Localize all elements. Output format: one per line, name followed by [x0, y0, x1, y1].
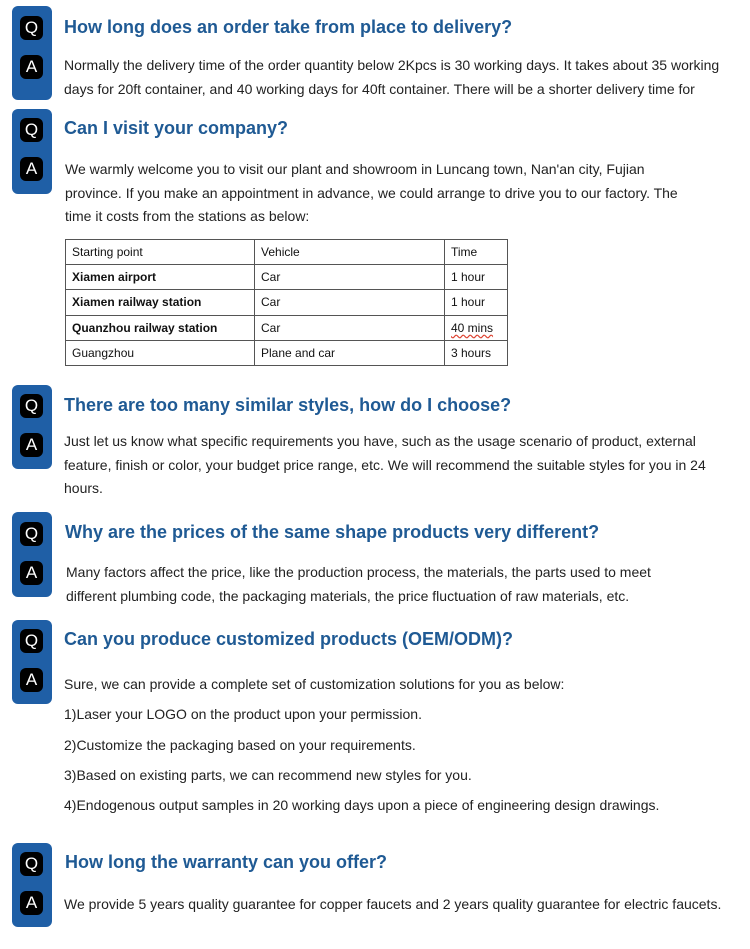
- table-cell: Car: [255, 265, 445, 290]
- table-cell: Guangzhou: [66, 340, 255, 365]
- qa-bar: [12, 6, 52, 100]
- table-cell: Xiamen airport: [66, 265, 255, 290]
- table-cell: Quanzhou railway station: [66, 315, 255, 340]
- answer-badge: A: [20, 561, 43, 585]
- list-item: 2)Customize the packaging based on your requirements.: [64, 737, 416, 753]
- travel-time-table: [65, 239, 508, 366]
- table-row: [66, 290, 508, 315]
- table-cell: 3 hours: [445, 340, 508, 365]
- answer-badge: A: [20, 891, 43, 915]
- table-cell: 40 mins: [451, 320, 494, 335]
- table-cell: Car: [255, 315, 445, 340]
- qa-bar: [12, 385, 52, 469]
- faq-question: Can you produce customized products (OEM/ODM)?: [64, 629, 514, 649]
- table-header-row: [66, 240, 508, 265]
- answer-badge: A: [20, 55, 43, 79]
- table-row: [66, 340, 508, 365]
- question-badge: Q: [20, 16, 43, 40]
- faq-question: There are too many similar styles, how do I choose?: [64, 395, 512, 415]
- question-badge: Q: [20, 629, 43, 653]
- faq-answer: We warmly welcome you to visit our plant and showroom in Luncang town, Nan'an city, Fujian province. If you make an appointment in advance, we could arrange to drive you to our factory. The time it costs from the stations as below:: [65, 161, 678, 224]
- qa-bar: [12, 843, 52, 927]
- table-row: [66, 265, 508, 290]
- table-header-cell: Time: [445, 240, 508, 265]
- table-header-cell: Vehicle: [255, 240, 445, 265]
- question-badge: Q: [20, 522, 43, 546]
- table-cell: 1 hour: [445, 290, 508, 315]
- faq-question: Why are the prices of the same shape products very different?: [65, 522, 600, 542]
- table-row: [66, 315, 508, 340]
- faq-question: How long the warranty can you offer?: [65, 852, 388, 872]
- faq-answer: Just let us know what specific requirements you have, such as the usage scenario of product, external feature, finish or color, your budget price range, etc. We will recommend the suitable styles for you in 24 hours.: [64, 433, 706, 496]
- question-badge: Q: [20, 394, 43, 418]
- qa-bar: [12, 512, 52, 597]
- list-item: 3)Based on existing parts, we can recommend new styles for you.: [64, 767, 472, 783]
- answer-badge: A: [20, 157, 43, 181]
- table-cell: Car: [255, 290, 445, 315]
- list-item: 1)Laser your LOGO on the product upon your permission.: [64, 706, 422, 722]
- table-cell: Xiamen railway station: [66, 290, 255, 315]
- faq-answer: Many factors affect the price, like the production process, the materials, the parts used to meet different plumbing code, the packaging materials, the price fluctuation of raw materials, etc.: [66, 564, 651, 604]
- list-item: 4)Endogenous output samples in 20 working days upon a piece of engineering design drawings.: [64, 797, 660, 813]
- faq-question: Can I visit your company?: [64, 118, 289, 138]
- qa-bar: [12, 109, 52, 194]
- answer-badge: A: [20, 433, 43, 457]
- faq-question: How long does an order take from place to delivery?: [64, 17, 513, 37]
- table-header-cell: Starting point: [66, 240, 255, 265]
- table-cell: Plane and car: [255, 340, 445, 365]
- table-cell: 1 hour: [445, 265, 508, 290]
- faq-answer: We provide 5 years quality guarantee for copper faucets and 2 years quality guarantee for electric faucets.: [64, 896, 722, 912]
- faq-answer: Normally the delivery time of the order quantity below 2Kpcs is 30 working days. It takes about 35 working days for 20ft container, and 40 working days for 40ft container. There will be a shorter delivery time for: [64, 57, 720, 97]
- question-badge: Q: [20, 118, 43, 142]
- faq-answer: Sure, we can provide a complete set of customization solutions for you as below:: [64, 676, 565, 692]
- answer-badge: A: [20, 668, 43, 692]
- qa-bar: [12, 620, 52, 704]
- question-badge: Q: [20, 852, 43, 876]
